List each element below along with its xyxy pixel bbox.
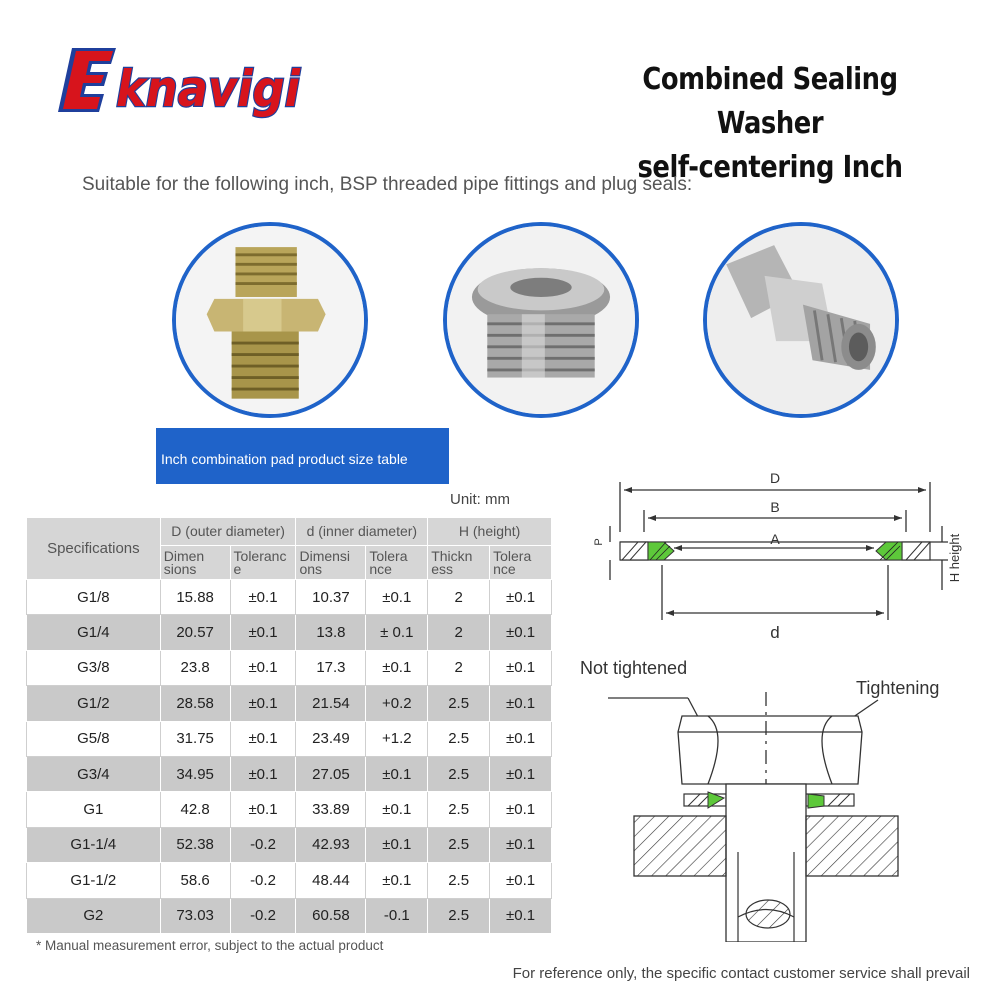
value-cell: ±0.1 — [490, 827, 552, 862]
page-title — [589, 58, 950, 190]
value-cell: ±0.1 — [490, 580, 552, 615]
table-row — [27, 898, 552, 933]
hex-nipple-fitting-image — [172, 222, 368, 418]
spec-cell: G2 — [27, 898, 161, 933]
subtitle: Suitable for the following inch, BSP threaded pipe fittings and plug seals: — [82, 174, 693, 195]
value-cell: 2.5 — [428, 756, 490, 791]
table-subheader: Tolera nce — [366, 546, 428, 580]
size-table-body — [27, 580, 552, 934]
tightening-label: Tightening — [856, 678, 940, 698]
value-cell: -0.1 — [366, 898, 428, 933]
table-subheader: Dimen sions — [160, 546, 230, 580]
table-row — [27, 792, 552, 827]
value-cell: 2.5 — [428, 686, 490, 721]
value-cell: 27.05 — [296, 756, 366, 791]
value-cell: ±0.1 — [230, 615, 296, 650]
value-cell: 20.57 — [160, 615, 230, 650]
svg-text:knavigi: knavigi — [116, 60, 301, 118]
value-cell: ±0.1 — [366, 650, 428, 685]
unit-label: Unit: mm — [450, 491, 510, 508]
value-cell: ±0.1 — [230, 756, 296, 791]
label-A: A — [770, 531, 780, 547]
value-cell: ±0.1 — [490, 650, 552, 685]
value-cell: -0.2 — [230, 898, 296, 933]
value-cell: 42.8 — [160, 792, 230, 827]
value-cell: ± 0.1 — [366, 615, 428, 650]
value-cell: -0.2 — [230, 863, 296, 898]
hex-plug-image — [443, 222, 639, 418]
not-tightened-label: Not tightened — [580, 658, 688, 678]
value-cell: ±0.1 — [490, 792, 552, 827]
footnote: * Manual measurement error, subject to the actual product — [36, 938, 384, 953]
spec-cell: G3/4 — [27, 756, 161, 791]
spec-cell: G5/8 — [27, 721, 161, 756]
label-d: d — [770, 623, 780, 642]
value-cell: +0.2 — [366, 686, 428, 721]
spec-cell: G1 — [27, 792, 161, 827]
spec-cell: G1/4 — [27, 615, 161, 650]
value-cell: 33.89 — [296, 792, 366, 827]
spec-cell: G1-1/4 — [27, 827, 161, 862]
value-cell: 17.3 — [296, 650, 366, 685]
table-row — [27, 650, 552, 685]
spec-cell: G1/8 — [27, 580, 161, 615]
value-cell: 2.5 — [428, 898, 490, 933]
title-line-2: self-centering Inch — [637, 150, 903, 185]
value-cell: 73.03 — [160, 898, 230, 933]
table-row — [27, 863, 552, 898]
table-header-inner-diameter: d (inner diameter) — [296, 518, 428, 546]
value-cell: ±0.1 — [490, 898, 552, 933]
label-D: D — [769, 470, 781, 486]
value-cell: -0.2 — [230, 827, 296, 862]
value-cell: 60.58 — [296, 898, 366, 933]
value-cell: 48.44 — [296, 863, 366, 898]
title-line-1: Combined Sealing Washer — [642, 62, 898, 141]
brand-logo — [58, 40, 308, 120]
table-subheader: Tolera nce — [490, 546, 552, 580]
table-row — [27, 580, 552, 615]
value-cell: 2.5 — [428, 863, 490, 898]
value-cell: 21.54 — [296, 686, 366, 721]
male-connector-image — [703, 222, 899, 418]
value-cell: 2.5 — [428, 827, 490, 862]
label-H-height: H height — [947, 533, 962, 583]
value-cell: 2 — [428, 650, 490, 685]
value-cell: 2 — [428, 615, 490, 650]
value-cell: ±0.1 — [490, 686, 552, 721]
value-cell: 58.6 — [160, 863, 230, 898]
value-cell: ±0.1 — [490, 615, 552, 650]
table-row — [27, 686, 552, 721]
value-cell: 2 — [428, 580, 490, 615]
reference-note: For reference only, the specific contact customer service shall prevail — [512, 965, 970, 982]
size-table — [26, 517, 552, 934]
value-cell: ±0.1 — [366, 863, 428, 898]
table-subheader: Dimensi ons — [296, 546, 366, 580]
table-header-outer-diameter: D (outer diameter) — [160, 518, 296, 546]
table-header-spec: Specifications — [27, 518, 161, 580]
value-cell: 34.95 — [160, 756, 230, 791]
table-header-height: H (height) — [428, 518, 552, 546]
value-cell: 15.88 — [160, 580, 230, 615]
value-cell: 52.38 — [160, 827, 230, 862]
table-row — [27, 827, 552, 862]
spec-cell: G3/8 — [27, 650, 161, 685]
label-P: P — [593, 538, 605, 546]
value-cell: ±0.1 — [490, 721, 552, 756]
value-cell: 10.37 — [296, 580, 366, 615]
value-cell: 42.93 — [296, 827, 366, 862]
table-row — [27, 721, 552, 756]
table-subheader: Toleranc e — [230, 546, 296, 580]
value-cell: 23.49 — [296, 721, 366, 756]
spec-cell: G1/2 — [27, 686, 161, 721]
value-cell: 2.5 — [428, 721, 490, 756]
table-row — [27, 756, 552, 791]
value-cell: ±0.1 — [490, 863, 552, 898]
value-cell: +1.2 — [366, 721, 428, 756]
value-cell: 13.8 — [296, 615, 366, 650]
spec-cell: G1-1/2 — [27, 863, 161, 898]
value-cell: ±0.1 — [366, 792, 428, 827]
value-cell: 2.5 — [428, 792, 490, 827]
value-cell: ±0.1 — [490, 756, 552, 791]
bolt-seal-diagram — [578, 652, 978, 942]
value-cell: ±0.1 — [230, 650, 296, 685]
value-cell: ±0.1 — [366, 827, 428, 862]
value-cell: ±0.1 — [230, 686, 296, 721]
washer-dimension-diagram — [576, 470, 976, 645]
size-table-banner: Inch combination pad product size table — [156, 428, 449, 484]
value-cell: ±0.1 — [366, 756, 428, 791]
table-row — [27, 615, 552, 650]
table-subheader: Thickn ess — [428, 546, 490, 580]
value-cell: 23.8 — [160, 650, 230, 685]
value-cell: 28.58 — [160, 686, 230, 721]
value-cell: 31.75 — [160, 721, 230, 756]
value-cell: ±0.1 — [230, 580, 296, 615]
value-cell: ±0.1 — [230, 792, 296, 827]
value-cell: ±0.1 — [366, 580, 428, 615]
label-B: B — [770, 499, 780, 515]
value-cell: ±0.1 — [230, 721, 296, 756]
